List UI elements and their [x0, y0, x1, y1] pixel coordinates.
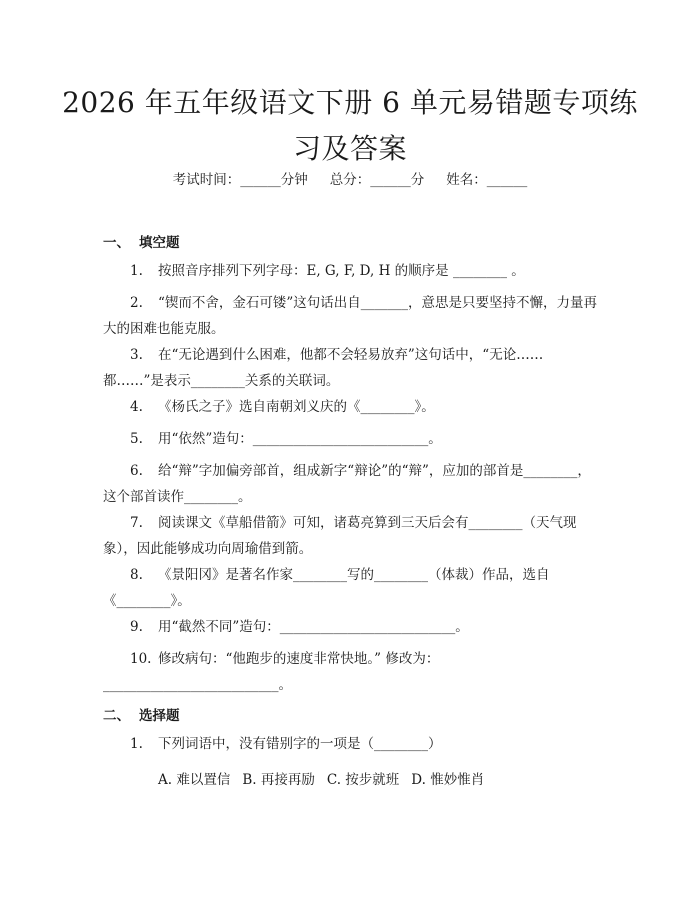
question-number: 4. — [130, 399, 143, 415]
question-item — [103, 258, 600, 284]
question-text: 《景阳冈》是著名作家________写的________（体裁）作品，选自《________》。 — [103, 567, 550, 609]
question-item — [103, 342, 600, 394]
question-text: 按照音序排列下列字母：E, G, F, D, H 的顺序是 ________ 。 — [158, 263, 525, 279]
section-number: 一、 — [103, 235, 130, 251]
question-text: 用“截然不同”造句：__________________________。 — [158, 619, 469, 635]
answer-options — [158, 768, 496, 788]
exam-info — [0, 168, 700, 188]
question-item — [103, 458, 600, 510]
exam-score: 总分：______分 — [329, 172, 425, 188]
question-number: 3. — [130, 347, 143, 363]
question-text: 给“辩”字加偏旁部首，组成新字“辩论”的“辩”，应加的部首是________，这个部首读作________。 — [103, 463, 591, 505]
question-item — [103, 394, 600, 420]
section-heading-multiple-choice — [103, 704, 180, 724]
option-d: D. 惟妙惟肖 — [411, 772, 485, 788]
question-item — [103, 290, 600, 342]
section-label: 选择题 — [139, 708, 180, 724]
question-number: 6. — [130, 463, 143, 479]
question-number: 8. — [130, 567, 143, 583]
question-number: 9. — [130, 619, 143, 635]
question-number: 1. — [130, 736, 143, 752]
question-number: 5. — [130, 431, 143, 447]
section-heading-fill-in — [103, 231, 180, 251]
question-item — [103, 510, 600, 562]
question-item — [103, 646, 600, 698]
question-item — [103, 614, 600, 640]
question-number: 1. — [130, 263, 143, 279]
question-text: 阅读课文《草船借箭》可知，诸葛亮算到三天后会有________（天气现象），因此能够成功向周瑜借到箭。 — [103, 515, 577, 557]
exam-time: 考试时间：______分钟 — [172, 172, 308, 188]
exam-name: 姓名：______ — [446, 172, 528, 188]
section-label: 填空题 — [139, 235, 180, 251]
option-b: B. 再接再励 — [242, 772, 315, 788]
question-text: 用“依然”造句：__________________________。 — [158, 431, 442, 447]
question-item — [103, 562, 600, 614]
question-number: 7. — [130, 515, 143, 531]
question-number: 2. — [130, 295, 143, 311]
question-text: “锲而不舍，金石可镂”这句话出自_______，意思是只要坚持不懈，力量再大的困难也能克服。 — [103, 295, 598, 337]
question-number: 10. — [130, 651, 152, 667]
option-a: A. 难以置信 — [158, 772, 231, 788]
option-c: C. 按步就班 — [326, 772, 400, 788]
question-item — [103, 731, 600, 757]
section-number: 二、 — [103, 708, 130, 724]
question-text: 修改病句：“他跑步的速度非常快地。” 修改为：__________________________。 — [103, 651, 440, 693]
page-title: 2026 年五年级语文下册 6 单元易错题专项练习及答案 — [62, 86, 638, 165]
question-text: 在“无论遇到什么困难，他都不会轻易放弃”这句话中，“无论……都……”是表示________关系的关联词。 — [103, 347, 544, 389]
question-item — [103, 426, 600, 452]
question-text: 下列词语中，没有错别字的一项是（________） — [158, 736, 442, 752]
question-text: 《杨氏之子》选自南朝刘义庆的《________》。 — [158, 399, 435, 415]
